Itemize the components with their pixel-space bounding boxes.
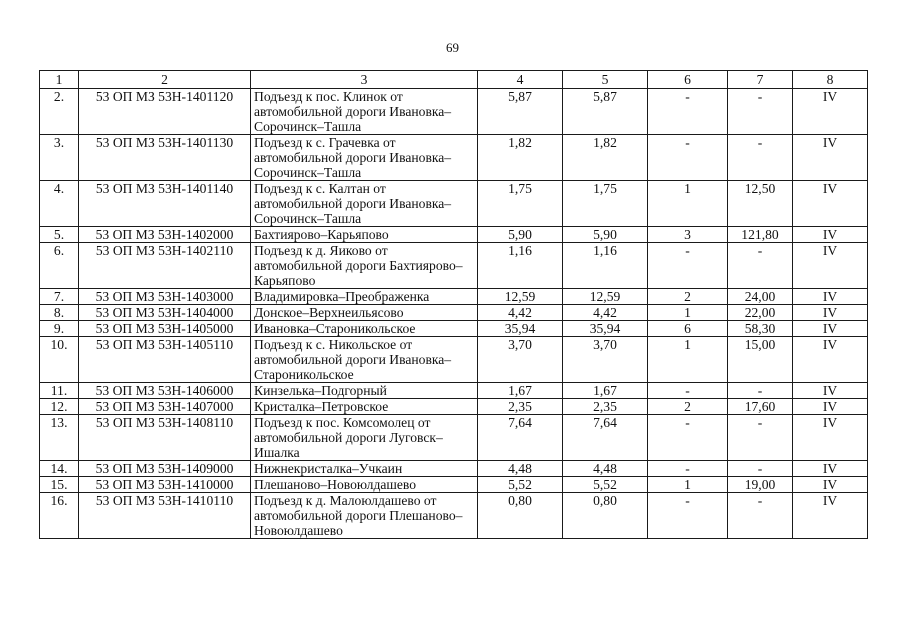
road-id: 53 ОП МЗ 53Н-1407000	[79, 399, 251, 415]
row-number: 12.	[40, 399, 79, 415]
road-name: Подъезд к с. Никольское от автомобильной дороги Ивановка–Староникольское	[251, 337, 478, 383]
column-header: 2	[79, 71, 251, 89]
table-row	[40, 289, 868, 305]
column-header: 8	[793, 71, 868, 89]
category-col-8: IV	[793, 135, 868, 181]
category-col-8: IV	[793, 383, 868, 399]
table-header-row	[40, 71, 868, 89]
value-col-7: -	[728, 415, 793, 461]
value-col-7: 24,00	[728, 289, 793, 305]
value-col-6: -	[648, 383, 728, 399]
table-row	[40, 493, 868, 539]
category-col-8: IV	[793, 181, 868, 227]
road-id: 53 ОП МЗ 53Н-1402000	[79, 227, 251, 243]
row-number: 3.	[40, 135, 79, 181]
value-col-5: 1,82	[563, 135, 648, 181]
value-col-7: -	[728, 461, 793, 477]
page-number: 69	[446, 40, 459, 55]
category-col-8: IV	[793, 243, 868, 289]
table-row	[40, 321, 868, 337]
category-col-8: IV	[793, 227, 868, 243]
value-col-6: 1	[648, 337, 728, 383]
value-col-7: 22,00	[728, 305, 793, 321]
value-col-5: 35,94	[563, 321, 648, 337]
value-col-7: -	[728, 243, 793, 289]
value-col-7: 19,00	[728, 477, 793, 493]
roads-table	[39, 70, 868, 539]
value-col-5: 5,87	[563, 89, 648, 135]
value-col-4: 4,42	[478, 305, 563, 321]
column-header: 6	[648, 71, 728, 89]
column-header: 5	[563, 71, 648, 89]
value-col-4: 35,94	[478, 321, 563, 337]
road-name: Владимировка–Преображенка	[251, 289, 478, 305]
category-col-8: IV	[793, 289, 868, 305]
value-col-5: 5,90	[563, 227, 648, 243]
value-col-7: -	[728, 89, 793, 135]
road-name: Бахтиярово–Карьяпово	[251, 227, 478, 243]
row-number: 16.	[40, 493, 79, 539]
value-col-6: 3	[648, 227, 728, 243]
table-body	[40, 89, 868, 539]
table-row	[40, 383, 868, 399]
road-id: 53 ОП МЗ 53Н-1405110	[79, 337, 251, 383]
road-name: Нижнекристалка–Учкаин	[251, 461, 478, 477]
category-col-8: IV	[793, 493, 868, 539]
row-number: 10.	[40, 337, 79, 383]
road-name: Кинзелька–Подгорный	[251, 383, 478, 399]
table-row	[40, 399, 868, 415]
road-name: Донское–Верхнеильясово	[251, 305, 478, 321]
road-id: 53 ОП МЗ 53Н-1401140	[79, 181, 251, 227]
row-number: 14.	[40, 461, 79, 477]
value-col-5: 2,35	[563, 399, 648, 415]
road-name: Ивановка–Староникольское	[251, 321, 478, 337]
column-header: 1	[40, 71, 79, 89]
row-number: 15.	[40, 477, 79, 493]
value-col-4: 5,52	[478, 477, 563, 493]
road-id: 53 ОП МЗ 53Н-1402110	[79, 243, 251, 289]
value-col-6: 1	[648, 477, 728, 493]
road-id: 53 ОП МЗ 53Н-1406000	[79, 383, 251, 399]
row-number: 8.	[40, 305, 79, 321]
road-id: 53 ОП МЗ 53Н-1405000	[79, 321, 251, 337]
table-row	[40, 337, 868, 383]
value-col-7: -	[728, 383, 793, 399]
category-col-8: IV	[793, 461, 868, 477]
value-col-6: -	[648, 493, 728, 539]
row-number: 4.	[40, 181, 79, 227]
column-header: 4	[478, 71, 563, 89]
road-id: 53 ОП МЗ 53Н-1409000	[79, 461, 251, 477]
row-number: 13.	[40, 415, 79, 461]
value-col-4: 2,35	[478, 399, 563, 415]
row-number: 7.	[40, 289, 79, 305]
value-col-7: 121,80	[728, 227, 793, 243]
table-row	[40, 477, 868, 493]
value-col-6: -	[648, 135, 728, 181]
table-row	[40, 305, 868, 321]
row-number: 11.	[40, 383, 79, 399]
road-id: 53 ОП МЗ 53Н-1403000	[79, 289, 251, 305]
road-name: Подъезд к с. Грачевка от автомобильной дороги Ивановка–Сорочинск–Ташла	[251, 135, 478, 181]
road-id: 53 ОП МЗ 53Н-1404000	[79, 305, 251, 321]
category-col-8: IV	[793, 337, 868, 383]
category-col-8: IV	[793, 305, 868, 321]
value-col-4: 1,16	[478, 243, 563, 289]
road-id: 53 ОП МЗ 53Н-1410110	[79, 493, 251, 539]
value-col-4: 5,90	[478, 227, 563, 243]
category-col-8: IV	[793, 399, 868, 415]
road-id: 53 ОП МЗ 53Н-1408110	[79, 415, 251, 461]
value-col-5: 1,67	[563, 383, 648, 399]
value-col-6: 2	[648, 399, 728, 415]
value-col-7: -	[728, 493, 793, 539]
table-row	[40, 415, 868, 461]
table-row	[40, 181, 868, 227]
row-number: 6.	[40, 243, 79, 289]
value-col-4: 1,67	[478, 383, 563, 399]
value-col-5: 0,80	[563, 493, 648, 539]
value-col-7: -	[728, 135, 793, 181]
value-col-6: 1	[648, 305, 728, 321]
value-col-7: 58,30	[728, 321, 793, 337]
table-row	[40, 135, 868, 181]
value-col-7: 17,60	[728, 399, 793, 415]
value-col-5: 7,64	[563, 415, 648, 461]
column-header: 3	[251, 71, 478, 89]
category-col-8: IV	[793, 477, 868, 493]
column-header: 7	[728, 71, 793, 89]
row-number: 5.	[40, 227, 79, 243]
road-name: Подъезд к д. Яиково от автомобильной дороги Бахтиярово–Карьяпово	[251, 243, 478, 289]
road-id: 53 ОП МЗ 53Н-1410000	[79, 477, 251, 493]
value-col-4: 0,80	[478, 493, 563, 539]
road-name: Подъезд к пос. Клинок от автомобильной дороги Ивановка–Сорочинск–Ташла	[251, 89, 478, 135]
value-col-4: 1,75	[478, 181, 563, 227]
category-col-8: IV	[793, 321, 868, 337]
value-col-5: 12,59	[563, 289, 648, 305]
value-col-6: -	[648, 89, 728, 135]
value-col-6: -	[648, 415, 728, 461]
value-col-6: 2	[648, 289, 728, 305]
table-row	[40, 227, 868, 243]
road-name: Подъезд к д. Малоюлдашево от автомобильной дороги Плешаново–Новоюлдашево	[251, 493, 478, 539]
value-col-7: 12,50	[728, 181, 793, 227]
table-row	[40, 89, 868, 135]
value-col-6: 6	[648, 321, 728, 337]
value-col-4: 5,87	[478, 89, 563, 135]
value-col-4: 4,48	[478, 461, 563, 477]
value-col-4: 7,64	[478, 415, 563, 461]
value-col-6: 1	[648, 181, 728, 227]
value-col-7: 15,00	[728, 337, 793, 383]
road-id: 53 ОП МЗ 53Н-1401130	[79, 135, 251, 181]
table-row	[40, 461, 868, 477]
table-row	[40, 243, 868, 289]
value-col-6: -	[648, 243, 728, 289]
road-name: Кристалка–Петровское	[251, 399, 478, 415]
value-col-4: 3,70	[478, 337, 563, 383]
value-col-5: 4,42	[563, 305, 648, 321]
road-id: 53 ОП МЗ 53Н-1401120	[79, 89, 251, 135]
value-col-5: 4,48	[563, 461, 648, 477]
value-col-4: 12,59	[478, 289, 563, 305]
value-col-5: 1,16	[563, 243, 648, 289]
category-col-8: IV	[793, 89, 868, 135]
value-col-4: 1,82	[478, 135, 563, 181]
row-number: 2.	[40, 89, 79, 135]
road-name: Подъезд к пос. Комсомолец от автомобильной дороги Луговск–Ишалка	[251, 415, 478, 461]
value-col-5: 3,70	[563, 337, 648, 383]
road-name: Подъезд к с. Калтан от автомобильной дороги Ивановка–Сорочинск–Ташла	[251, 181, 478, 227]
category-col-8: IV	[793, 415, 868, 461]
value-col-5: 1,75	[563, 181, 648, 227]
value-col-6: -	[648, 461, 728, 477]
row-number: 9.	[40, 321, 79, 337]
road-name: Плешаново–Новоюлдашево	[251, 477, 478, 493]
value-col-5: 5,52	[563, 477, 648, 493]
